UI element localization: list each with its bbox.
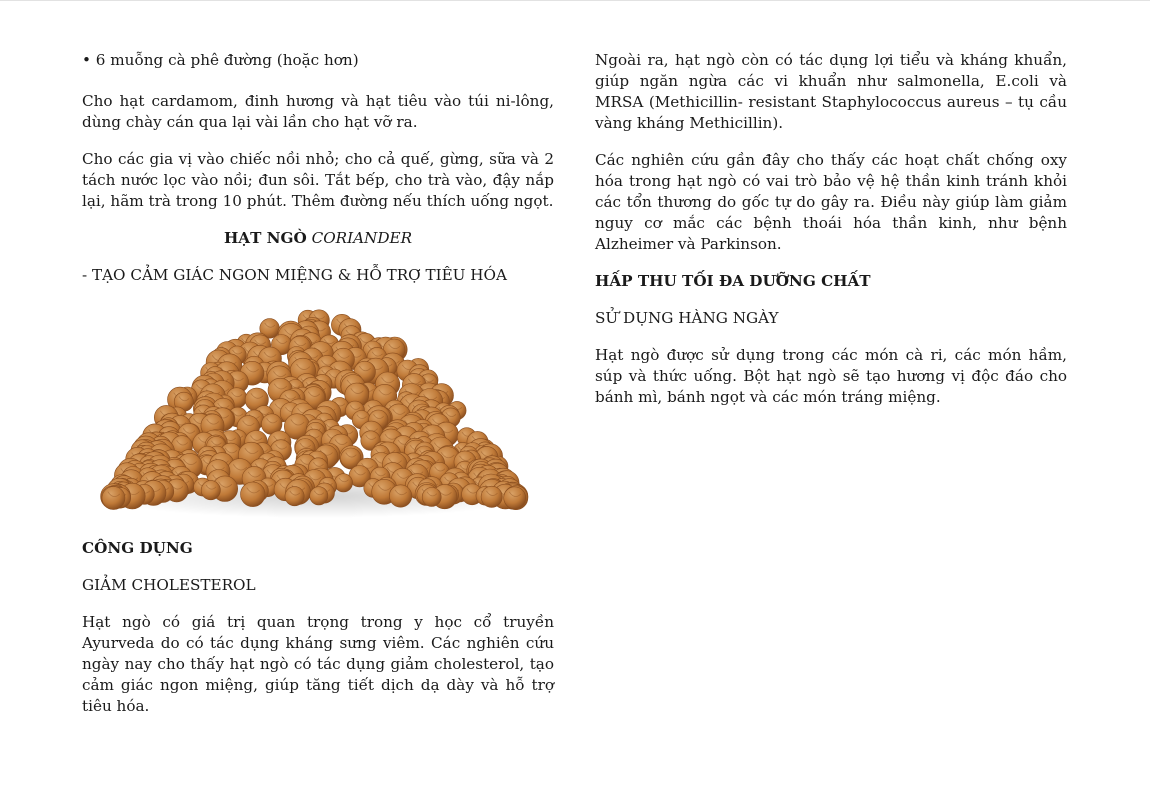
coriander-seed [102, 487, 125, 510]
coriander-heading-bold: HẠT NGÒ [223, 229, 307, 247]
coriander-seed [334, 474, 352, 492]
left-column [82, 50, 554, 717]
paragraph-brew-tea: Cho các gia vị vào chiếc nồi nhỏ; cho cả quế, gừng, sữa và 2 tách nước lọc vào nồi; đun sôi. Tắt bếp, cho trà vào, đậy nắp lại, hãm trà trong 10 phút. Thêm đường nếu thích uống ngọt. [82, 150, 554, 210]
coriander-seed [481, 486, 502, 507]
section-sub-cholesterol: GIẢM CHOLESTEROL [82, 576, 256, 594]
coriander-seed [201, 481, 220, 500]
ingredient-bullet: • 6 muỗng cà phê đường (hoặc hơn) [82, 51, 359, 69]
section-heading-uses: CÔNG DỤNG [82, 539, 193, 557]
paragraph-crush-spices: Cho hạt cardamom, đinh hương và hạt tiêu vào túi ni-lông, dùng chày cán qua lại vài lần cho hạt vỡ ra. [82, 92, 554, 131]
paragraph-culinary-use: Hạt ngò được sử dụng trong các món cà ri, các món hầm, súp và thức uống. Bột hạt ngò sẽ tạo hương vị độc đáo cho bánh mì, bánh ngọt và các món tráng miệng. [595, 346, 1067, 406]
paragraph-antibacterial: Ngoài ra, hạt ngò còn có tác dụng lợi tiểu và kháng khuẩn, giúp ngăn ngừa các vi khuẩn như salmonella, E.coli và MRSA (Methicillin- resistant Staphylococcus aureus – tụ cầu vàng kháng Methicillin). [595, 51, 1067, 132]
coriander-heading [82, 228, 554, 249]
paragraph-antioxidant: Các nghiên cứu gần đây cho thấy các hoạt chất chống oxy hóa trong hạt ngò có vai trò bảo vệ hệ thần kinh tránh khỏi các tổn thương do gốc tự do gây ra. Điều này giúp làm giảm nguy cơ mắc các bệnh thoái hóa thần kinh, như bệnh Alzheimer và Parkinson. [595, 151, 1067, 253]
section-heading-absorb: HẤP THU TỐI ĐA DƯỠNG CHẤT [595, 272, 871, 290]
coriander-seed [389, 485, 411, 507]
coriander-seed [504, 487, 526, 509]
coriander-seed [422, 488, 441, 507]
coriander-heading-italic: CORIANDER [311, 229, 413, 247]
coriander-seed [285, 487, 304, 506]
paragraph-ayurveda: Hạt ngò có giá trị quan trọng trong y học cổ truyền Ayurveda do có tác dụng kháng sưng viêm. Các nghiên cứu ngày nay cho thấy hạt ngò có tác dụng giảm cholesterol, tạo cảm giác ngon miệng, giúp tăng tiết dịch dạ dày và hỗ trợ tiêu hóa. [82, 613, 554, 715]
coriander-seeds-image [100, 308, 530, 518]
coriander-seed [241, 482, 266, 507]
page-top-border [0, 0, 1150, 1]
coriander-seed [310, 487, 328, 505]
coriander-subtitle: - TẠO CẢM GIÁC NGON MIỆNG & HỖ TRỢ TIÊU HÓA [82, 266, 507, 284]
right-column [595, 50, 1067, 408]
section-sub-daily-use: SỬ DỤNG HÀNG NGÀY [595, 309, 779, 327]
